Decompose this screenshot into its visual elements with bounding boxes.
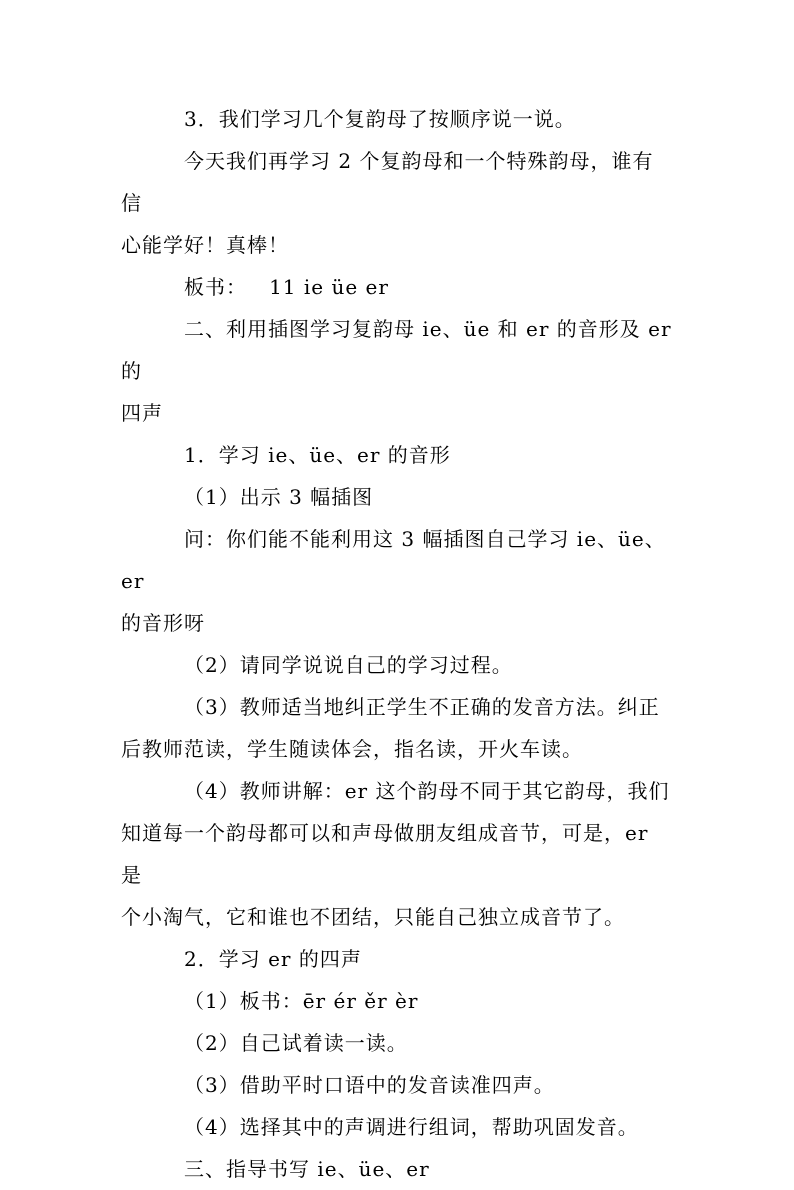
text-line: （1）板书：ēr ér ěr èr — [184, 989, 419, 1013]
text-line: （3）借助平时口语中的发音读准四声。 — [184, 1073, 555, 1097]
text-line: 的音形呀 — [121, 611, 205, 635]
text-line: 后教师范读，学生随读体会，指名读，开火车读。 — [121, 737, 583, 761]
text-line: 今天我们再学习 2 个复韵母和一个特殊韵母，谁有信 — [121, 149, 654, 215]
text-line: 四声 — [121, 401, 163, 425]
text-line: （3）教师适当地纠正学生不正确的发音方法。纠正 — [184, 695, 660, 719]
text-line: 3．我们学习几个复韵母了按顺序说一说。 — [184, 107, 576, 131]
text-line: 个小淘气，它和谁也不团结，只能自己独立成音节了。 — [121, 905, 625, 929]
text-line: （2）请同学说说自己的学习过程。 — [184, 653, 513, 677]
text-line: 板书： 11 ie üe er — [184, 275, 389, 299]
text-line: 心能学好！真棒！ — [121, 233, 289, 257]
text-line: 问：你们能不能利用这 3 幅插图自己学习 ie、üe、er — [121, 527, 666, 593]
text-line: （1）出示 3 幅插图 — [184, 485, 374, 509]
text-line: 三、指导书写 ie、üe、er — [184, 1157, 430, 1181]
text-line: （4）教师讲解：er 这个韵母不同于其它韵母，我们 — [184, 779, 670, 803]
text-line: （2）自己试着读一读。 — [184, 1031, 408, 1055]
text-line: 二、利用插图学习复韵母 ie、üe 和 er 的音形及 er 的 — [121, 317, 679, 383]
text-line: 1．学习 ie、üe、er 的音形 — [184, 443, 451, 467]
text-line: 2．学习 er 的四声 — [184, 947, 362, 971]
text-line: （4）选择其中的声调进行组词，帮助巩固发音。 — [184, 1115, 639, 1139]
text-line: 知道每一个韵母都可以和声母做朋友组成音节，可是，er 是 — [121, 821, 656, 887]
